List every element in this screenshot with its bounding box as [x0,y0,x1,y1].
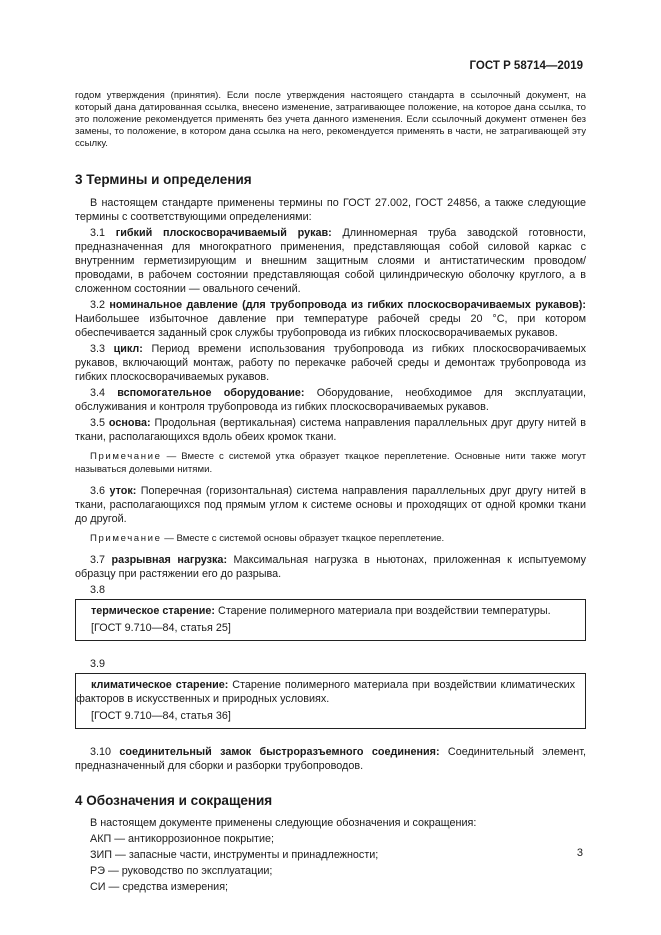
term-3-8-box [75,599,586,641]
note-text: — Вместе с системой утка образует ткацкое переплетение. Основные нити также могут называться долевыми нитями. [75,451,586,475]
term-definition: Наибольшее избыточное давление при температуре рабочей среды 20 °С, при котором обеспечивается заданный срок службы трубопровода из гибких плоскосворачиваемых рукавов. [75,313,586,339]
term-number: 3.1 [90,227,106,239]
page-body [75,90,586,896]
abbreviation-item: АКП — антикоррозионное покрытие; [90,833,274,845]
term-name: цикл: [113,343,143,355]
term-name: уток: [109,485,137,497]
term-number: 3.3 [90,343,106,355]
term-definition: Период времени использования трубопровода из гибких плоскосворачиваемых рукавов, включающий монтаж, работу по перекачке рабочей среды и демонтаж трубопровода из гибких плоскосворачиваемых рукавов. [75,343,586,383]
term-number: 3.10 [90,746,112,758]
term-name: климатическое старение: [91,679,229,691]
term-definition: Максимальная нагрузка в ньютонах, приложенная к испытуемому образцу при растяжении его до разрыва. [75,554,587,580]
term-name: основа: [108,417,151,429]
section-3-heading: 3 Термины и определения [75,172,252,187]
document-id-header: ГОСТ Р 58714—2019 [469,60,583,72]
term-3-6 [75,484,586,526]
term-3-2 [75,298,586,340]
term-name: гибкий плоскосворачиваемый рукав: [115,227,332,239]
term-3-8-number: 3.8 [90,584,106,596]
abbreviation-item: ЗИП — запасные части, инструменты и принадлежности; [90,849,379,861]
note-label: Примечание [90,533,162,544]
term-definition: Поперечная (горизонтальная) система направления параллельных друг другу нитей в ткани, располагающихся под прямым углом к системе основы и проходящих от одной кромки ткани до другой. [75,485,586,525]
note-text: — Вместе с системой основы образует ткацкое переплетение. [164,533,445,544]
term-name: соединительный замок быстроразъемного соединения: [119,746,440,758]
term-name: разрывная нагрузка: [111,554,228,566]
term-3-9-number: 3.9 [90,658,106,670]
term-3-1 [75,226,586,296]
term-definition: Старение полимерного материала при воздействии температуры. [218,605,551,617]
note-2 [75,532,586,545]
term-number: 3.5 [90,417,106,429]
section-3-intro: В настоящем стандарте применены термины по ГОСТ 27.002, ГОСТ 24856, а также следующие термины с соответствующими определениями: [75,197,586,223]
page-number: 3 [576,847,583,859]
intro-paragraph: годом утверждения (принятия). Если после утверждения настоящего стандарта в ссылочный документ, на который дана датированная ссылка, внесено изменение, затрагивающее положение, на которое дана ссылка, то это положение рекомендуется применять без учета данного изменения. Если ссылочный документ отменен без замены, то положение, в котором дана ссылка на него, рекомендуется применять в части, не затрагивающей эту ссылку. [75,90,586,149]
term-definition: Продольная (вертикальная) система направления параллельных друг другу нитей в ткани, располагающихся вдоль обеих кромок ткани. [75,417,587,443]
section-4-intro: В настоящем документе применены следующие обозначения и сокращения: [90,817,477,829]
term-name: номинальное давление (для трубопровода из гибких плоскосворачиваемых рукавов): [109,299,586,311]
term-name: вспомогательное оборудование: [117,387,305,399]
term-number: 3.2 [90,299,106,311]
term-3-4 [75,386,586,414]
term-number: 3.6 [90,485,106,497]
term-definition: Оборудование, необходимое для эксплуатации, обслуживания и контроля трубопровода из гибких плоскосворачиваемых рукавов. [75,387,586,413]
term-3-7 [75,553,586,581]
term-3-5 [75,416,586,444]
note-label: Примечание [90,451,162,462]
term-3-3 [75,342,586,384]
term-3-10 [75,745,586,773]
term-source-ref: [ГОСТ 9.710—84, статья 25] [91,622,231,634]
term-number: 3.4 [90,387,106,399]
abbreviation-item: РЭ — руководство по эксплуатации; [90,865,273,877]
term-source-ref: [ГОСТ 9.710—84, статья 36] [91,710,231,722]
term-3-8 [76,604,575,618]
term-definition: Длинномерная труба заводской готовности, предназначенная для многократного применения, представляющая собой силовой каркас с внутренним герметизирующим и внешним защитным слоями и антистатическим проводом/проводами, в рабочем состоянии представляющая собой цилиндрическую оболочку круглого, а в сложенном состоянии — овального сечений. [75,227,587,295]
term-definition: Старение полимерного материала при воздействии климатических факторов в искусственных и природных условиях. [76,679,576,705]
term-name: термическое старение: [91,605,216,617]
section-4-heading: 4 Обозначения и сокращения [75,793,273,808]
term-3-9-box [75,673,586,729]
term-number: 3.7 [90,554,106,566]
abbreviation-item: СИ — средства измерения; [90,881,229,893]
note-1 [75,450,586,476]
term-definition: Соединительный элемент, предназначенный для сборки и разборки трубопроводов. [75,746,586,772]
term-3-9 [76,678,575,706]
